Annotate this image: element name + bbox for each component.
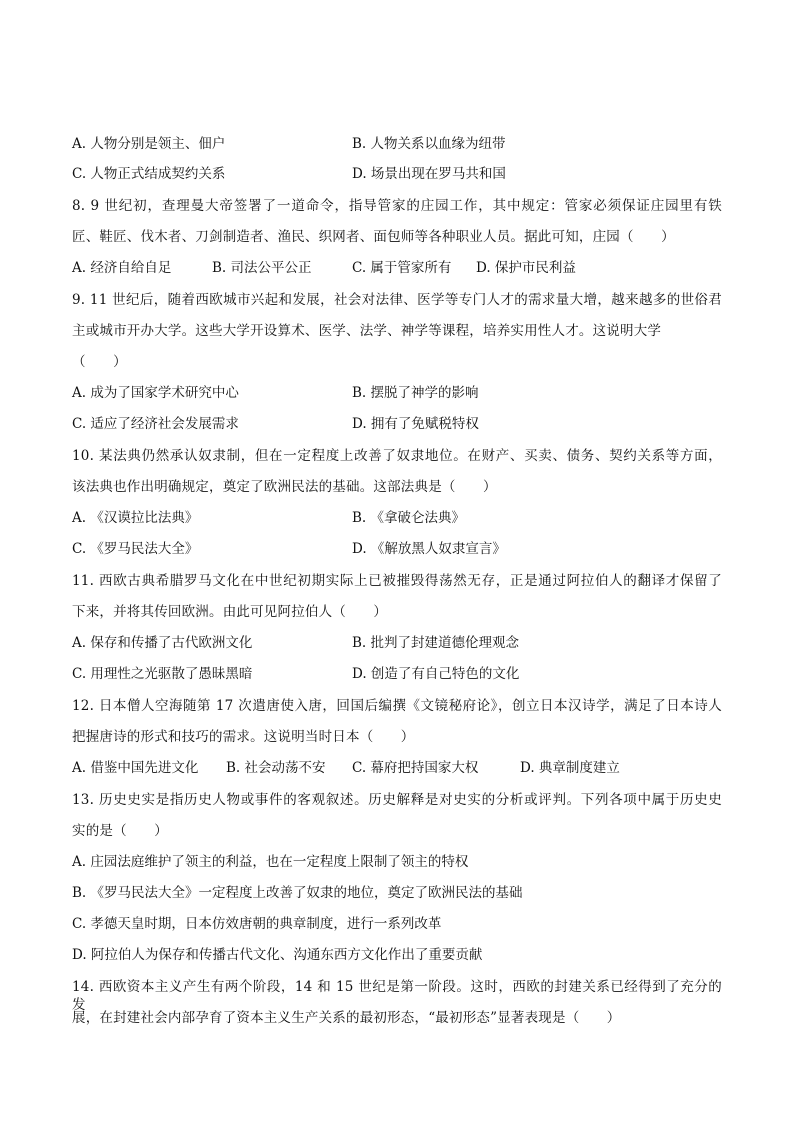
q12-stem-line2: 把握唐诗的形式和技巧的需求。这说明当时日本（ ） <box>72 729 415 745</box>
q9-option-b: B. 摆脱了神学的影响 <box>352 385 479 401</box>
q7-option-b: B. 人物关系以血缘为纽带 <box>352 136 506 152</box>
q13-option-a: A. 庄园法庭维护了领主的利益，也在一定程度上限制了领主的特权 <box>72 854 469 870</box>
q9-stem-line2: 主或城市开办大学。这些大学开设算术、医学、法学、神学等课程，培养实用性人才。这说明大学 <box>72 323 662 339</box>
q13-option-b: B. 《罗马民法大全》一定程度上改善了奴隶的地位，奠定了欧洲民法的基础 <box>72 885 523 901</box>
q13-stem-line1: 13. 历史史实是指历史人物或事件的客观叙述。历史解释是对史实的分析或评判。下列各项中属于历史史 <box>72 792 722 808</box>
q11-option-a: A. 保存和传播了古代欧洲文化 <box>72 635 253 651</box>
q12-option-a: A. 借鉴中国先进文化 <box>72 760 199 776</box>
q9-stem-line3: （ ） <box>72 354 127 370</box>
q12-stem-line1: 12. 日本僧人空海随第 17 次遣唐使入唐，回国后编撰《文镜秘府论》，创立日本汉诗学，满足了日本诗人 <box>72 698 722 714</box>
q10-stem-line2: 该法典也作出明确规定，奠定了欧洲民法的基础。这部法典是（ ） <box>72 479 497 495</box>
q8-option-d: D. 保护市民利益 <box>476 260 576 276</box>
q8-stem-line2: 匠、鞋匠、伐木者、刀剑制造者、渔民、织网者、面包师等各种职业人员。据此可知，庄园（ ） <box>72 229 675 245</box>
q8-option-a: A. 经济自给自足 <box>72 260 172 276</box>
q12-option-c: C. 幕府把持国家大权 <box>352 760 479 776</box>
q13-option-d: D. 阿拉伯人为保存和传播古代文化、沟通东西方文化作出了重要贡献 <box>72 947 483 963</box>
q11-option-c: C. 用理性之光驱散了愚昧黑暗 <box>72 666 253 682</box>
q9-option-c: C. 适应了经济社会发展需求 <box>72 416 239 432</box>
q8-stem-line1: 8. 9 世纪初，查理曼大帝签署了一道命令，指导管家的庄园工作，其中规定：管家必须保证庄园里有铁 <box>72 198 722 214</box>
q11-option-d: D. 创造了有自己特色的文化 <box>352 666 520 682</box>
q10-option-d: D. 《解放黑人奴隶宣言》 <box>352 541 506 557</box>
q12-option-b: B. 社会动荡不安 <box>226 760 326 776</box>
q12-option-d: D. 典章制度建立 <box>520 760 620 776</box>
q13-stem-line2: 实的是（ ） <box>72 823 168 839</box>
q10-stem-line1: 10. 某法典仍然承认奴隶制，但在一定程度上改善了奴隶地位。在财产、买卖、债务、契约关系等方面， <box>72 448 722 464</box>
q13-option-c: C. 孝德天皇时期，日本仿效唐朝的典章制度，进行一系列改革 <box>72 916 442 932</box>
q11-option-b: B. 批判了封建道德伦理观念 <box>352 635 520 651</box>
q7-option-c: C. 人物正式结成契约关系 <box>72 166 226 182</box>
q11-stem-line1: 11. 西欧古典希腊罗马文化在中世纪初期实际上已被摧毁得荡然无存，正是通过阿拉伯人的翻译才保留了 <box>72 573 722 589</box>
q10-option-a: A. 《汉谟拉比法典》 <box>72 510 199 526</box>
q11-stem-line2: 下来，并将其传回欧洲。由此可见阿拉伯人（ ） <box>72 604 388 620</box>
q9-option-d: D. 拥有了免赋税特权 <box>352 416 479 432</box>
q14-stem-line2: 展，在封建社会内部孕育了资本主义生产关系的最初形态，“最初形态”显著表现是（ ） <box>72 1010 621 1026</box>
q10-option-b: B. 《拿破仑法典》 <box>352 510 466 526</box>
q9-option-a: A. 成为了国家学术研究中心 <box>72 385 239 401</box>
q7-option-a: A. 人物分别是领主、佃户 <box>72 136 226 152</box>
q7-option-d: D. 场景出现在罗马共和国 <box>352 166 506 182</box>
q14-stem-line1: 14. 西欧资本主义产生有两个阶段，14 和 15 世纪是第一阶段。这时，西欧的封建关系已经得到了充分的发 <box>72 979 722 1013</box>
q10-option-c: C. 《罗马民法大全》 <box>72 541 199 557</box>
q8-option-b: B. 司法公平公正 <box>212 260 312 276</box>
q8-option-c: C. 属于管家所有 <box>352 260 452 276</box>
q9-stem-line1: 9. 11 世纪后，随着西欧城市兴起和发展，社会对法律、医学等专门人才的需求量大增，越来越多的世俗君 <box>72 292 722 308</box>
